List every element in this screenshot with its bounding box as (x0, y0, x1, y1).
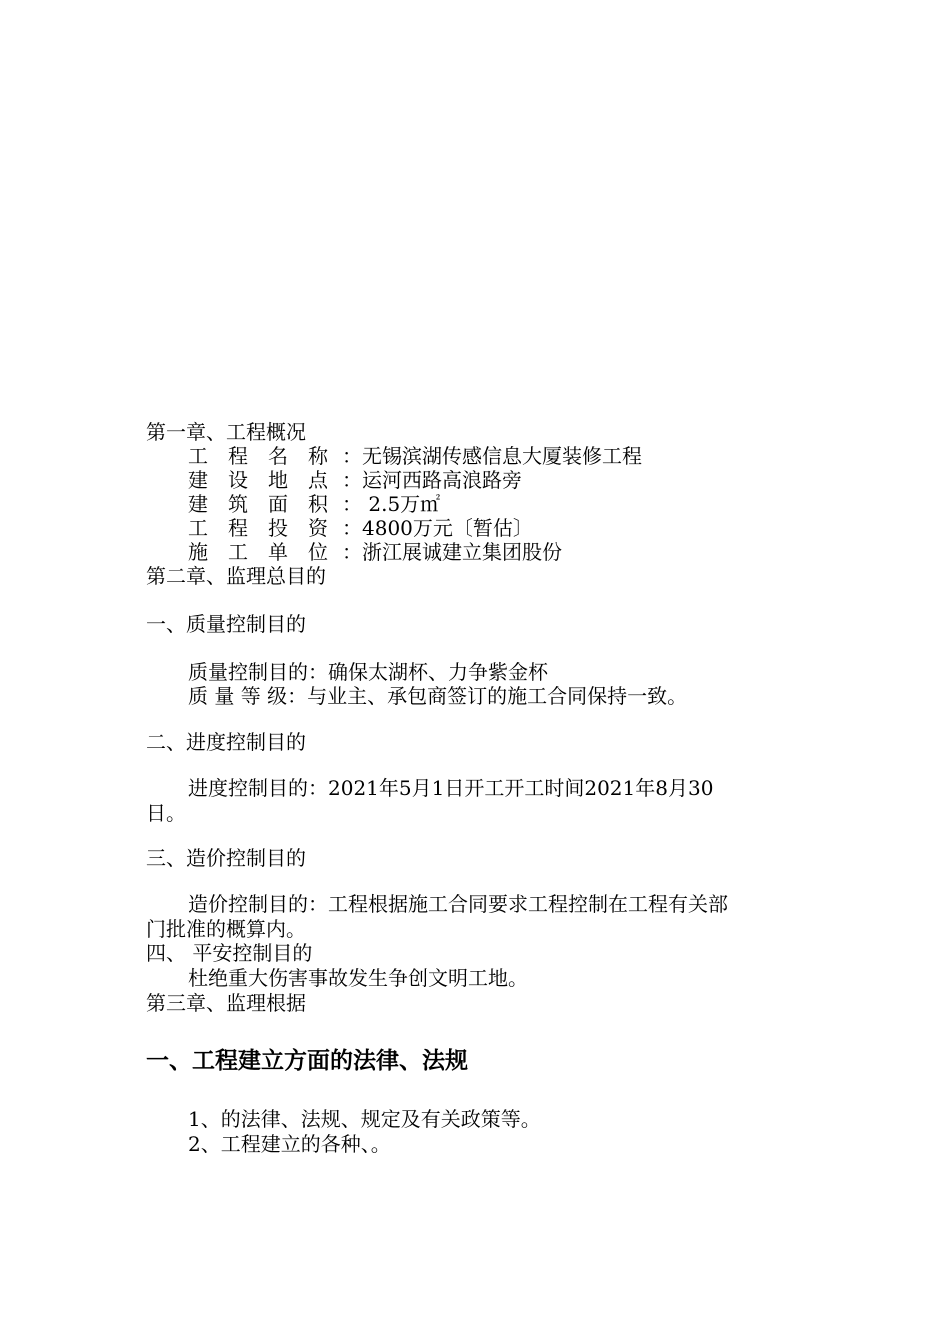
field-separator: ： (342, 468, 362, 492)
section-cost-title: 三、造价控制目的 (146, 846, 306, 870)
field-separator: ： (342, 444, 362, 468)
field-value: 4800万元〔暂估〕 (362, 516, 533, 540)
cost-target-cont: 门批准的概算内。 (146, 917, 306, 941)
field-label: 建 设 地 点 (188, 468, 328, 492)
schedule-target: 进度控制目的：2021年5月1日开工开工时间2021年8月30 (188, 776, 714, 800)
quality-target: 质量控制目的：确保太湖杯、力争紫金杯 (188, 660, 548, 684)
basis-item-2: 2、工程建立的各种、。 (188, 1132, 391, 1156)
field-separator: ： (342, 540, 362, 564)
field-value: 无锡滨湖传感信息大厦装修工程 (362, 444, 642, 468)
field-label: 建 筑 面 积 (188, 492, 328, 516)
section-quality-title: 一、质量控制目的 (146, 612, 306, 636)
field-separator: ： (342, 492, 362, 516)
field-contractor (188, 540, 562, 564)
section-safety-title: 四、 平安控制目的 (146, 941, 313, 965)
chapter2-title: 第二章、监理总目的 (146, 564, 326, 588)
field-value: 浙江展诚建立集团股份 (362, 540, 562, 564)
field-area (188, 492, 440, 516)
safety-target: 杜绝重大伤害事故发生争创文明工地。 (188, 966, 528, 990)
chapter1-title: 第一章、工程概况 (146, 420, 306, 444)
field-location (188, 468, 522, 492)
field-separator: ： (342, 516, 362, 540)
section-schedule-title: 二、进度控制目的 (146, 730, 306, 754)
field-label: 施 工 单 位 (188, 540, 328, 564)
quality-grade: 质 量 等 级：与业主、承包商签订的施工合同保持一致。 (188, 684, 688, 708)
schedule-target-cont: 日。 (146, 801, 186, 825)
cost-target: 造价控制目的：工程根据施工合同要求工程控制在工程有关部 (188, 892, 728, 916)
field-project-name (188, 444, 642, 468)
section-laws-heading: 一、工程建立方面的法律、法规 (146, 1048, 468, 1074)
field-value: 运河西路高浪路旁 (362, 468, 522, 492)
field-label: 工 程 名 称 (188, 444, 328, 468)
field-label: 工 程 投 资 (188, 516, 328, 540)
chapter3-title: 第三章、监理根据 (146, 991, 306, 1015)
field-investment (188, 516, 533, 540)
field-value: 2.5万㎡ (362, 492, 441, 516)
basis-item-1: 1、的法律、法规、规定及有关政策等。 (188, 1107, 541, 1131)
